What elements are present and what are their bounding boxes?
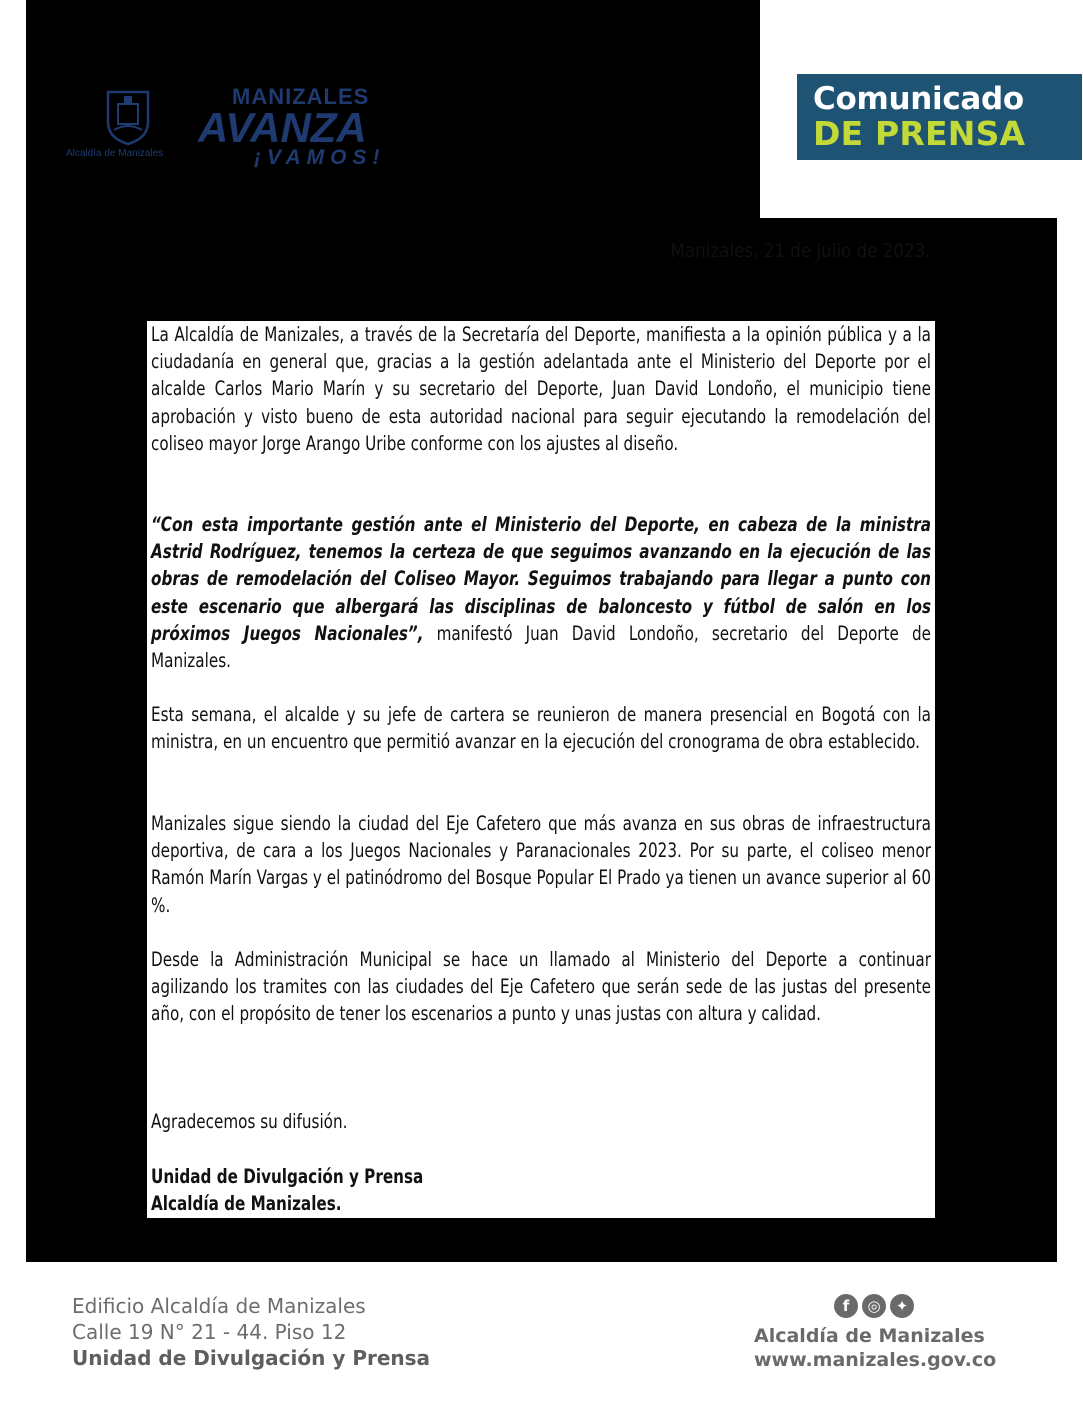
paragraph-quote [151,511,931,674]
paragraph-intro: La Alcaldía de Manizales, a través de la Secretaría del Deporte, manifiesta a la opinión pública y a la ciudadanía en general que, gracias a la gestión adelantada ante el Ministerio del Deporte por el alcalde Carlos Mario Marín y su secretario del Deporte, Juan David Londoño, el municipio tiene aprobación y visto bueno de esta autoridad nacional para seguir ejecutando la remodelación del coliseo mayor Jorge Arango Uribe conforme con los ajustes al diseño. [151,323,931,455]
press-release-badge [797,74,1082,160]
footer-address-line-1: Edificio Alcaldía de Manizales [72,1294,366,1318]
social-icons [834,1294,994,1318]
alcaldia-logo [66,84,406,169]
footer-website-link[interactable]: www.manizales.gov.co [754,1349,997,1371]
paragraph-meeting: Esta semana, el alcalde y su jefe de cartera se reunieron de manera presencial en Bogotá con la ministra, en un encuentro que permitió avanzar en la ejecución del cronograma de obra establecido. [151,703,931,754]
signature-org: Alcaldía de Manizales. [151,1192,342,1215]
paragraph-progress: Manizales sigue siendo la ciudad del Eje Cafetero que más avanza en sus obras de infraestructura deportiva, de cara a los Juegos Nacionales y Paranacionales 2023. Por su parte, el coliseo menor Ramón Marín Vargas y el patinódromo del Bosque Popular El Prado ya tienen un avance superior al 60 %. [151,812,931,917]
slogan-main: AVANZA [198,104,367,151]
slogan-bottom: ¡VAMOS! [254,146,386,169]
badge-line-1: Comunicado [813,81,1024,117]
badge-line-2: DE PRENSA [813,114,1026,153]
thanks-line: Agradecemos su difusión. [151,1110,348,1133]
press-release-body [147,321,935,1218]
document-date: Manizales, 21 de julio de 2023. [670,240,931,262]
logo-caption: Alcaldía de Manizales [66,148,164,159]
footer-address-line-3: Unidad de Divulgación y Prensa [72,1346,431,1370]
footer-org-name: Alcaldía de Manizales [754,1325,985,1347]
facebook-icon[interactable]: f [834,1294,858,1318]
instagram-icon[interactable]: ◎ [862,1294,886,1318]
paragraph-call: Desde la Administración Municipal se hace un llamado al Ministerio del Deporte a continuar agilizando los tramites con las ciudades del Eje Cafetero que serán sede de las justas del presente año, con el propósito de tener los escenarios a punto y unas justas con altura y calidad. [151,948,931,1026]
slogan-logo [198,86,385,168]
twitter-icon[interactable]: ✦ [890,1294,914,1318]
quote-attribution: manifestó Juan David Londoño, secretario del Deporte de Manizales. [151,621,931,673]
footer-address [72,1293,430,1371]
coat-of-arms-icon [104,88,152,146]
signature-unit: Unidad de Divulgación y Prensa [151,1165,424,1188]
slogan-top: MANIZALES [232,84,370,109]
quote-text: “Con esta importante gestión ante el Ministerio del Deporte, en cabeza de la ministra Astrid Rodríguez, tenemos la certeza de que seguimos avanzando en la ejecución de las obras de remodelación del Coliseo Mayor. Seguimos trabajando para llegar a punto con este escenario que albergará las disciplinas de baloncesto y fútbol de salón en los próximos Juegos Nacionales”, [151,513,931,645]
footer-address-line-2: Calle 19 N° 21 - 44. Piso 12 [72,1320,347,1344]
footer-contact [754,1294,997,1372]
